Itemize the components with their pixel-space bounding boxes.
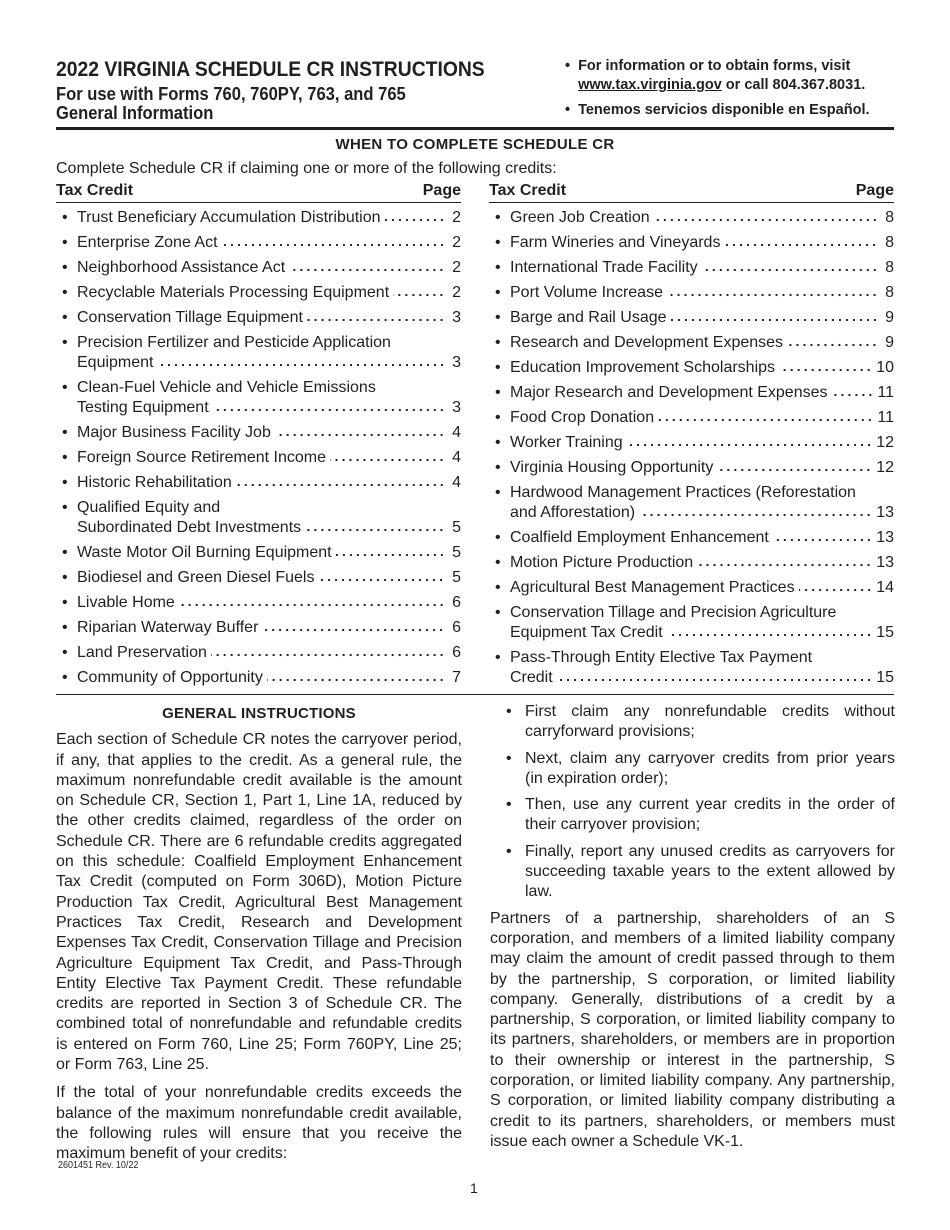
rule-item bbox=[490, 702, 895, 743]
credit-name: Equipment Tax Credit bbox=[510, 624, 663, 641]
dot-leader bbox=[832, 393, 874, 397]
col-page: Page bbox=[855, 182, 894, 199]
bullet: • bbox=[62, 619, 68, 636]
bullet: • bbox=[495, 459, 501, 476]
credit-item bbox=[489, 458, 894, 478]
bullet: • bbox=[62, 449, 68, 466]
credit-name: Foreign Source Retirement Income bbox=[77, 449, 326, 466]
spanish-info: Tenemos servicios disponible en Español. bbox=[578, 102, 870, 118]
column-header bbox=[56, 182, 461, 203]
credit-name-line1: Conservation Tillage and Precision Agriculture bbox=[510, 604, 837, 621]
form-code: 2601451 Rev. 10/22 bbox=[58, 1160, 139, 1171]
credit-item bbox=[489, 408, 894, 428]
credit-name: Port Volume Increase bbox=[510, 284, 663, 301]
bullet: • bbox=[506, 749, 512, 767]
section-rule bbox=[56, 694, 894, 695]
credit-name: Food Crop Donation bbox=[510, 409, 655, 426]
dot-leader bbox=[305, 528, 445, 532]
credit-page: 3 bbox=[452, 309, 461, 326]
dot-leader bbox=[627, 443, 873, 447]
dot-leader bbox=[654, 218, 878, 222]
credit-item bbox=[56, 543, 461, 563]
dot-leader bbox=[318, 578, 445, 582]
bullet: • bbox=[495, 409, 501, 426]
bullet: • bbox=[62, 669, 68, 686]
bullet: • bbox=[62, 209, 68, 226]
credit-name: and Afforestation) bbox=[510, 504, 636, 521]
paragraph: If the total of your nonrefundable credits exceeds the balance of the maximum nonrefundable credit available, the following rules will ensure that you receive the maximum benefit of your credits: bbox=[56, 1084, 462, 1163]
credit-item bbox=[56, 618, 461, 638]
credit-page: 6 bbox=[452, 619, 461, 636]
general-heading: GENERAL INSTRUCTIONS bbox=[162, 705, 356, 722]
credit-name: Land Preservation bbox=[77, 644, 207, 661]
credit-item bbox=[56, 448, 461, 468]
credit-item bbox=[56, 423, 461, 443]
credit-name: Trust Beneficiary Accumulation Distribution bbox=[77, 209, 381, 226]
credit-page: 7 bbox=[452, 669, 461, 686]
credit-item bbox=[489, 233, 894, 253]
bullet: • bbox=[62, 499, 68, 516]
col-page: Page bbox=[422, 182, 461, 199]
dot-leader bbox=[336, 553, 445, 557]
rule-item bbox=[490, 795, 895, 836]
bullet: • bbox=[62, 309, 68, 326]
credit-name-line1: Clean-Fuel Vehicle and Vehicle Emissions bbox=[77, 379, 376, 396]
credit-page: 15 bbox=[876, 624, 894, 641]
dot-leader bbox=[385, 218, 445, 222]
credit-item bbox=[489, 553, 894, 573]
bullet: • bbox=[495, 484, 501, 501]
credit-item bbox=[489, 358, 894, 378]
credit-name: International Trade Facility bbox=[510, 259, 698, 276]
dot-leader bbox=[658, 418, 873, 422]
credit-name: Worker Training bbox=[510, 434, 623, 451]
col-credit: Tax Credit bbox=[489, 182, 567, 199]
dot-leader bbox=[158, 363, 446, 367]
credit-item bbox=[56, 308, 461, 328]
credit-page: 11 bbox=[877, 384, 894, 401]
rule-item bbox=[490, 842, 895, 903]
credit-item bbox=[56, 568, 461, 588]
page-number: 1 bbox=[470, 1180, 478, 1196]
dot-leader bbox=[222, 243, 445, 247]
credit-name: Recyclable Materials Processing Equipment bbox=[77, 284, 390, 301]
bullet: • bbox=[62, 234, 68, 251]
credit-page: 6 bbox=[452, 644, 461, 661]
col-credit: Tax Credit bbox=[56, 182, 134, 199]
credit-name-line1: Qualified Equity and bbox=[77, 499, 221, 516]
credit-page: 5 bbox=[452, 569, 461, 586]
credit-page: 14 bbox=[876, 579, 894, 596]
bullet: • bbox=[495, 359, 501, 376]
bullet: • bbox=[62, 644, 68, 661]
phone-text: or call 804.367.8031. bbox=[721, 77, 866, 93]
bullet: • bbox=[62, 544, 68, 561]
intro-text: Complete Schedule CR if claiming one or more of the following credits: bbox=[56, 160, 557, 177]
credit-item bbox=[56, 233, 461, 253]
bullet: • bbox=[506, 842, 512, 860]
dot-leader bbox=[667, 633, 873, 637]
credit-page: 8 bbox=[885, 284, 894, 301]
dot-leader bbox=[639, 513, 872, 517]
credit-item bbox=[56, 258, 461, 278]
bullet: • bbox=[506, 796, 512, 814]
credit-page: 8 bbox=[885, 259, 894, 276]
credit-name: Coalfield Employment Enhancement bbox=[510, 529, 769, 546]
credit-page: 13 bbox=[876, 529, 894, 546]
document-title: 2022 VIRGINIA SCHEDULE CR INSTRUCTIONS bbox=[56, 58, 485, 81]
dot-leader bbox=[717, 468, 872, 472]
credit-item bbox=[489, 283, 894, 303]
credit-page: 4 bbox=[452, 474, 461, 491]
credit-page: 8 bbox=[885, 209, 894, 226]
column-header bbox=[489, 182, 894, 203]
credit-item bbox=[489, 603, 894, 643]
bullet: • bbox=[495, 579, 501, 596]
credit-page: 5 bbox=[452, 519, 461, 536]
credit-name: Research and Development Expenses bbox=[510, 334, 784, 351]
credit-name: Testing Equipment bbox=[77, 399, 209, 416]
bullet: • bbox=[495, 529, 501, 546]
bullet: • bbox=[565, 102, 571, 118]
dot-leader bbox=[702, 268, 878, 272]
credit-page: 12 bbox=[876, 459, 894, 476]
credit-item bbox=[489, 648, 894, 688]
credit-item bbox=[489, 578, 894, 598]
credits-column-right bbox=[489, 182, 894, 688]
dot-leader bbox=[307, 318, 445, 322]
credit-page: 6 bbox=[452, 594, 461, 611]
credit-name: Green Job Creation bbox=[510, 209, 650, 226]
bullet: • bbox=[62, 424, 68, 441]
credit-name: Education Improvement Scholarships bbox=[510, 359, 776, 376]
bullet: • bbox=[495, 259, 501, 276]
credit-name: Subordinated Debt Investments bbox=[77, 519, 302, 536]
credit-page: 3 bbox=[452, 399, 461, 416]
bullet: • bbox=[62, 594, 68, 611]
credit-item bbox=[56, 283, 461, 303]
bullet: • bbox=[62, 474, 68, 491]
credit-page: 9 bbox=[885, 334, 894, 351]
bullet: • bbox=[495, 649, 501, 666]
dot-leader bbox=[697, 563, 872, 567]
credit-name: Historic Rehabilitation bbox=[77, 474, 232, 491]
credit-name: Neighborhood Assistance Act bbox=[77, 259, 286, 276]
credit-name: Major Business Facility Job bbox=[77, 424, 271, 441]
credit-name: Biodiesel and Green Diesel Fuels bbox=[77, 569, 315, 586]
credit-name: Waste Motor Oil Burning Equipment bbox=[77, 544, 332, 561]
dot-leader bbox=[211, 653, 445, 657]
credit-page: 4 bbox=[452, 424, 461, 441]
credit-page: 13 bbox=[876, 504, 894, 521]
paragraph: Each section of Schedule CR notes the carryover period, if any, that applies to the credit. As a general rule, the maximum nonrefundable credit available is the amount on Schedule CR, Section 1, Part 1, Line 1A, reduced by the other credits claimed, regardless of the order on Schedule CR. There are 6 refundable credits aggregated on this schedule: Coalfield Employment Enhancement Tax Credit (computed on Form 306D), Motion Picture Production Tax Credit, Agricultural Best Management Practices Tax Credit, Research and Development Expenses Tax Credit, Conservation Tillage and Precision Agriculture Equipment Tax Credit, and Pass-Through Entity Elective Tax Payment Credit. These refundable credits are reported in Section 3 of Schedule CR. The combined total of nonrefundable and refundable credits is entered on Form 760, Line 25; Form 760PY, Line 25; or Form 763, Line 25. bbox=[56, 731, 462, 1074]
credit-item bbox=[56, 643, 461, 663]
dot-leader bbox=[667, 293, 878, 297]
credit-page: 4 bbox=[452, 449, 461, 466]
credit-page: 2 bbox=[452, 234, 461, 251]
dot-leader bbox=[236, 483, 445, 487]
credit-item bbox=[56, 473, 461, 493]
credit-page: 9 bbox=[885, 309, 894, 326]
credit-item bbox=[489, 433, 894, 453]
bullet: • bbox=[506, 703, 512, 720]
bullet: • bbox=[495, 234, 501, 251]
credit-name: Major Research and Development Expenses bbox=[510, 384, 828, 401]
rule-item bbox=[490, 749, 895, 790]
credit-page: 11 bbox=[877, 409, 894, 426]
credit-name: Equipment bbox=[77, 354, 154, 371]
dot-leader bbox=[289, 268, 445, 272]
credit-name: Barge and Rail Usage bbox=[510, 309, 667, 326]
dot-leader bbox=[773, 538, 872, 542]
rule-text: Next, claim any carryover credits from prior years (in expiration order); bbox=[525, 749, 895, 787]
dot-leader bbox=[557, 678, 873, 682]
rule-text: First claim any nonrefundable credits without carryforward provisions; bbox=[525, 703, 895, 741]
tax-website-link[interactable]: www.tax.virginia.gov bbox=[578, 77, 722, 93]
credit-name: Virginia Housing Opportunity bbox=[510, 459, 714, 476]
dot-leader bbox=[787, 343, 878, 347]
credit-name: Farm Wineries and Vineyards bbox=[510, 234, 721, 251]
credit-item bbox=[489, 308, 894, 328]
general-instructions-left bbox=[56, 704, 462, 1173]
bullet: • bbox=[495, 334, 501, 351]
bullet: • bbox=[495, 209, 501, 226]
bullet: • bbox=[62, 569, 68, 586]
credit-item bbox=[56, 333, 461, 373]
credit-item bbox=[56, 498, 461, 538]
credit-item bbox=[489, 208, 894, 228]
credit-page: 2 bbox=[452, 209, 461, 226]
bullet: • bbox=[565, 58, 571, 74]
credit-item bbox=[489, 333, 894, 353]
credit-item bbox=[489, 383, 894, 403]
dot-leader bbox=[393, 293, 445, 297]
credit-page: 13 bbox=[876, 554, 894, 571]
credit-item bbox=[489, 483, 894, 523]
credit-name: Agricultural Best Management Practices bbox=[510, 579, 795, 596]
dot-leader bbox=[179, 603, 445, 607]
dot-leader bbox=[267, 678, 445, 682]
rule-text: Then, use any current year credits in the order of their carryover provision; bbox=[525, 796, 895, 834]
bullet: • bbox=[495, 604, 501, 621]
bullet: • bbox=[495, 309, 501, 326]
dot-leader bbox=[262, 628, 445, 632]
dot-leader bbox=[330, 458, 445, 462]
credit-name: Livable Home bbox=[77, 594, 175, 611]
general-instructions-right bbox=[490, 702, 895, 1152]
bullet: • bbox=[62, 334, 68, 351]
credit-name-line1: Precision Fertilizer and Pesticide Application bbox=[77, 334, 391, 351]
dot-leader bbox=[213, 408, 445, 412]
dot-leader bbox=[724, 243, 878, 247]
credit-page: 8 bbox=[885, 234, 894, 251]
header-rule bbox=[56, 127, 894, 130]
credit-name: Credit bbox=[510, 669, 553, 686]
credit-item bbox=[56, 668, 461, 688]
bullet: • bbox=[62, 379, 68, 396]
credit-page: 15 bbox=[876, 669, 894, 686]
bullet: • bbox=[495, 434, 501, 451]
bullet: • bbox=[495, 554, 501, 571]
bullet: • bbox=[62, 259, 68, 276]
credit-item bbox=[489, 258, 894, 278]
section-heading: WHEN TO COMPLETE SCHEDULE CR bbox=[335, 136, 615, 153]
credit-name: Community of Opportunity bbox=[77, 669, 263, 686]
paragraph: Partners of a partnership, shareholders of an S corporation, and members of a limited liability company may claim the amount of credit passed through to them by the partnership, S corporation, or limited liability company. Generally, distributions of a credit by a partnership, S corporation, or limited liability company to its partners, shareholders, or members are in proportion to their ownership or interest in the partnership, S corporation, or limited liability company. Any partnership, S corporation, or limited liability company distributing a credit to its partners, shareholders, or members must issue each owner a Schedule VK-1. bbox=[490, 909, 895, 1150]
credits-column-left bbox=[56, 182, 461, 688]
rule-text: Finally, report any unused credits as carryovers for succeeding taxable years to the extent allowed by law. bbox=[525, 842, 895, 901]
document-subtitle-2: General Information bbox=[56, 103, 214, 123]
bullet: • bbox=[495, 384, 501, 401]
credit-page: 3 bbox=[452, 354, 461, 371]
credit-page: 12 bbox=[876, 434, 894, 451]
credit-page: 2 bbox=[452, 284, 461, 301]
dot-leader bbox=[275, 433, 445, 437]
bullet: • bbox=[62, 284, 68, 301]
credit-item bbox=[56, 378, 461, 418]
credit-name: Conservation Tillage Equipment bbox=[77, 309, 303, 326]
credit-item bbox=[56, 208, 461, 228]
document-subtitle: For use with Forms 760, 760PY, 763, and 765 bbox=[56, 84, 406, 104]
credit-name: Riparian Waterway Buffer bbox=[77, 619, 259, 636]
dot-leader bbox=[779, 368, 872, 372]
credit-name-line1: Pass-Through Entity Elective Tax Payment bbox=[510, 649, 813, 666]
info-text: For information or to obtain forms, visit bbox=[578, 58, 851, 74]
credit-name: Motion Picture Production bbox=[510, 554, 694, 571]
credit-name-line1: Hardwood Management Practices (Reforestation bbox=[510, 484, 856, 501]
credit-page: 5 bbox=[452, 544, 461, 561]
credit-name: Enterprise Zone Act bbox=[77, 234, 218, 251]
credit-item bbox=[56, 593, 461, 613]
credit-page: 2 bbox=[452, 259, 461, 276]
info-box bbox=[565, 57, 895, 120]
credit-page: 10 bbox=[876, 359, 894, 376]
dot-leader bbox=[671, 318, 878, 322]
credit-item bbox=[489, 528, 894, 548]
dot-leader bbox=[799, 588, 873, 592]
bullet: • bbox=[495, 284, 501, 301]
